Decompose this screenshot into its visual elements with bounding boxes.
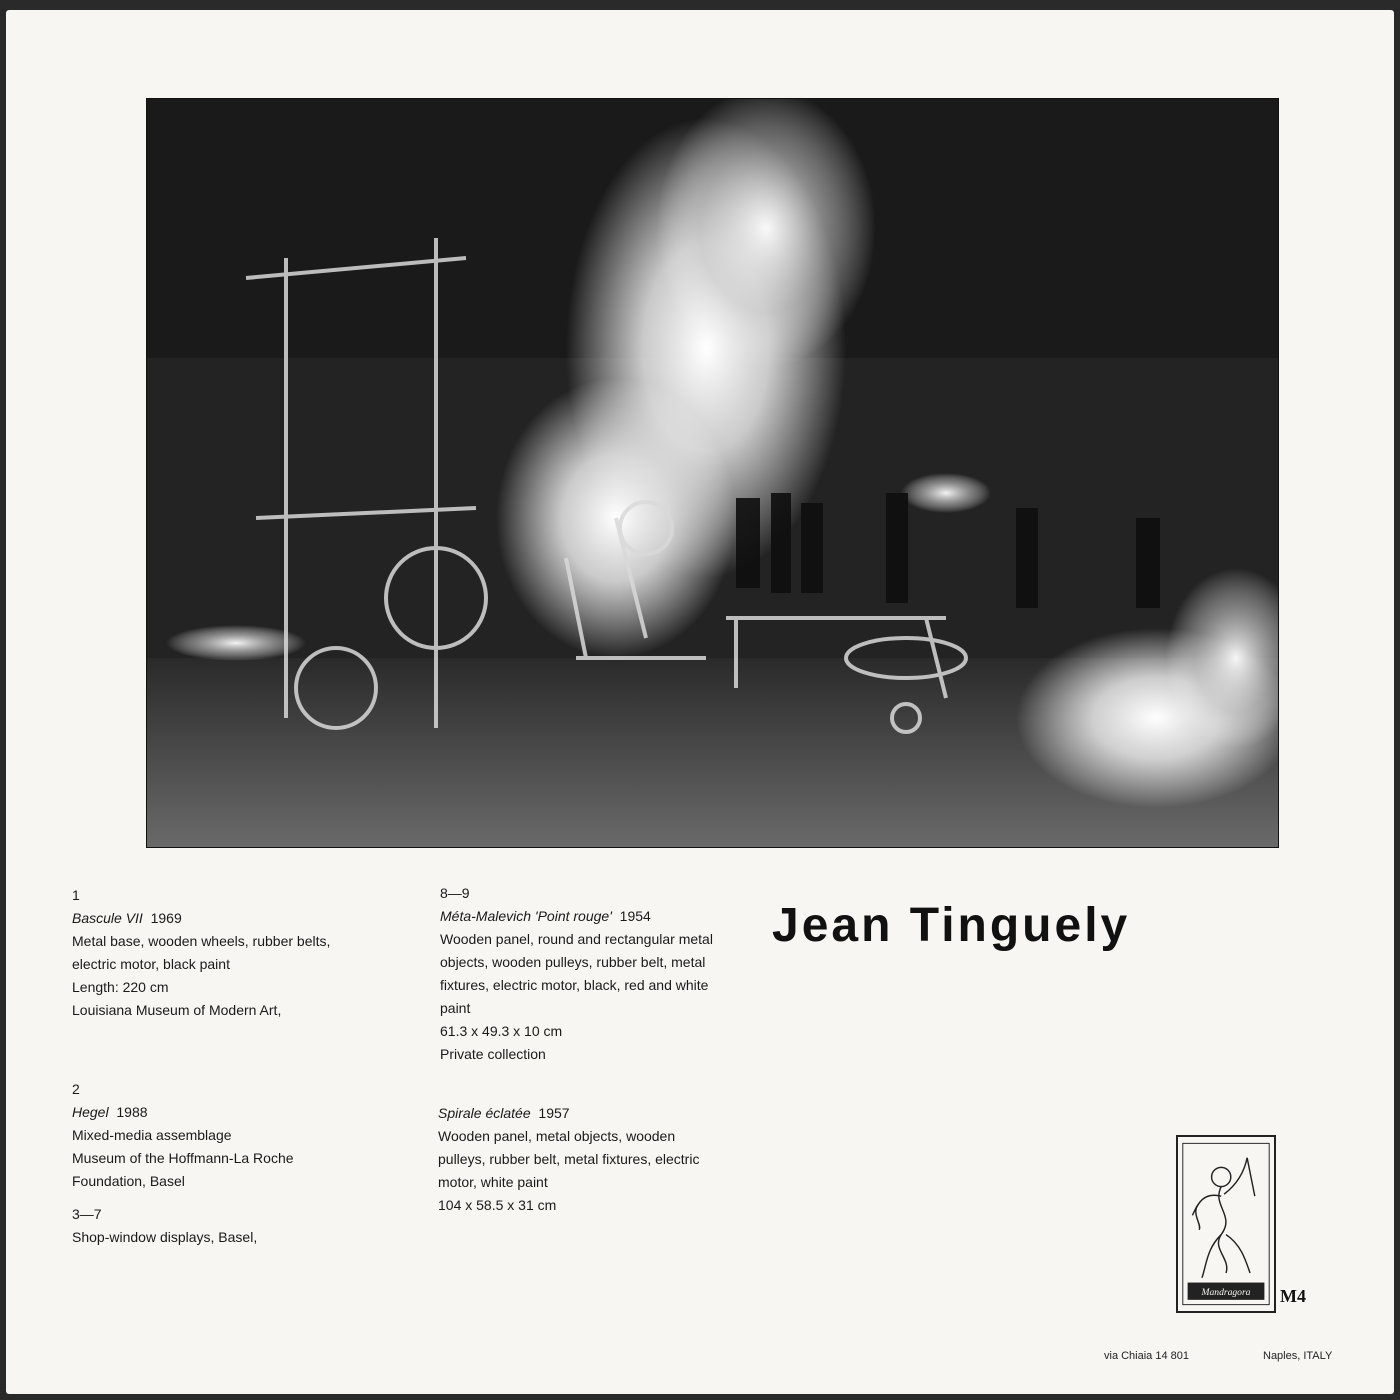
artwork-year: 1988 <box>116 1104 148 1120</box>
caption-line: Mixed-media assemblage <box>72 1127 232 1143</box>
mandrake-figure-icon <box>1178 1137 1274 1311</box>
caption-number: 2 <box>72 1081 80 1097</box>
caption-line: motor, white paint <box>438 1174 548 1190</box>
photo-image <box>146 98 1279 848</box>
caption-line: Wooden panel, metal objects, wooden <box>438 1128 676 1144</box>
artwork-year: 1957 <box>538 1105 570 1121</box>
caption-line: paint <box>440 1000 471 1016</box>
publisher-city: Naples, ITALY <box>1263 1350 1333 1362</box>
caption-line: fixtures, electric motor, black, red and white <box>440 977 709 993</box>
caption-title-line <box>72 1101 402 1124</box>
artwork-title: Hegel <box>72 1104 109 1120</box>
artwork-title: Bascule VII <box>72 910 143 926</box>
caption-line: Private collection <box>440 1046 546 1062</box>
caption-title-line <box>72 907 402 930</box>
logo-label: Mandragora <box>1201 1287 1251 1299</box>
caption-line: Louisiana Museum of Modern Art, <box>72 1002 282 1018</box>
caption-line: 61.3 x 49.3 x 10 cm <box>440 1023 563 1039</box>
caption-4 <box>438 1102 758 1217</box>
caption-line: Metal base, wooden wheels, rubber belts, <box>72 933 331 949</box>
caption-number: 8—9 <box>440 885 470 901</box>
publisher-logo <box>1176 1135 1276 1313</box>
caption-line: Foundation, Basel <box>72 1173 185 1189</box>
publisher-address: via Chiaia 14 801 <box>1104 1350 1190 1362</box>
artwork-year: 1969 <box>150 910 182 926</box>
caption-1 <box>72 884 402 1022</box>
caption-line: electric motor, black paint <box>72 956 230 972</box>
caption-line: Shop-window displays, Basel, <box>72 1229 258 1245</box>
caption-line: objects, wooden pulleys, rubber belt, metal <box>440 954 706 970</box>
artwork-title: Méta-Malevich 'Point rouge' <box>440 908 612 924</box>
series-code: M4 <box>1280 1286 1306 1306</box>
caption-number: 3—7 <box>72 1206 102 1222</box>
artwork-year: 1954 <box>619 908 651 924</box>
caption-line: Wooden panel, round and rectangular metal <box>440 931 713 947</box>
caption-number: 1 <box>72 887 80 903</box>
caption-title-line <box>440 905 760 928</box>
catalogue-page <box>6 10 1394 1394</box>
artwork-title: Spirale éclatée <box>438 1105 531 1121</box>
caption-line: pulleys, rubber belt, metal fixtures, electric <box>438 1151 700 1167</box>
caption-title-line <box>438 1102 758 1125</box>
caption-line: 104 x 58.5 x 31 cm <box>438 1197 557 1213</box>
caption-line: Length: 220 cm <box>72 979 169 995</box>
artwork-photograph <box>146 98 1279 848</box>
caption-line: Museum of the Hoffmann-La Roche <box>72 1150 294 1166</box>
caption-2 <box>72 1078 402 1249</box>
caption-3 <box>440 882 760 1066</box>
artist-name: Jean Tinguely <box>772 899 1131 952</box>
